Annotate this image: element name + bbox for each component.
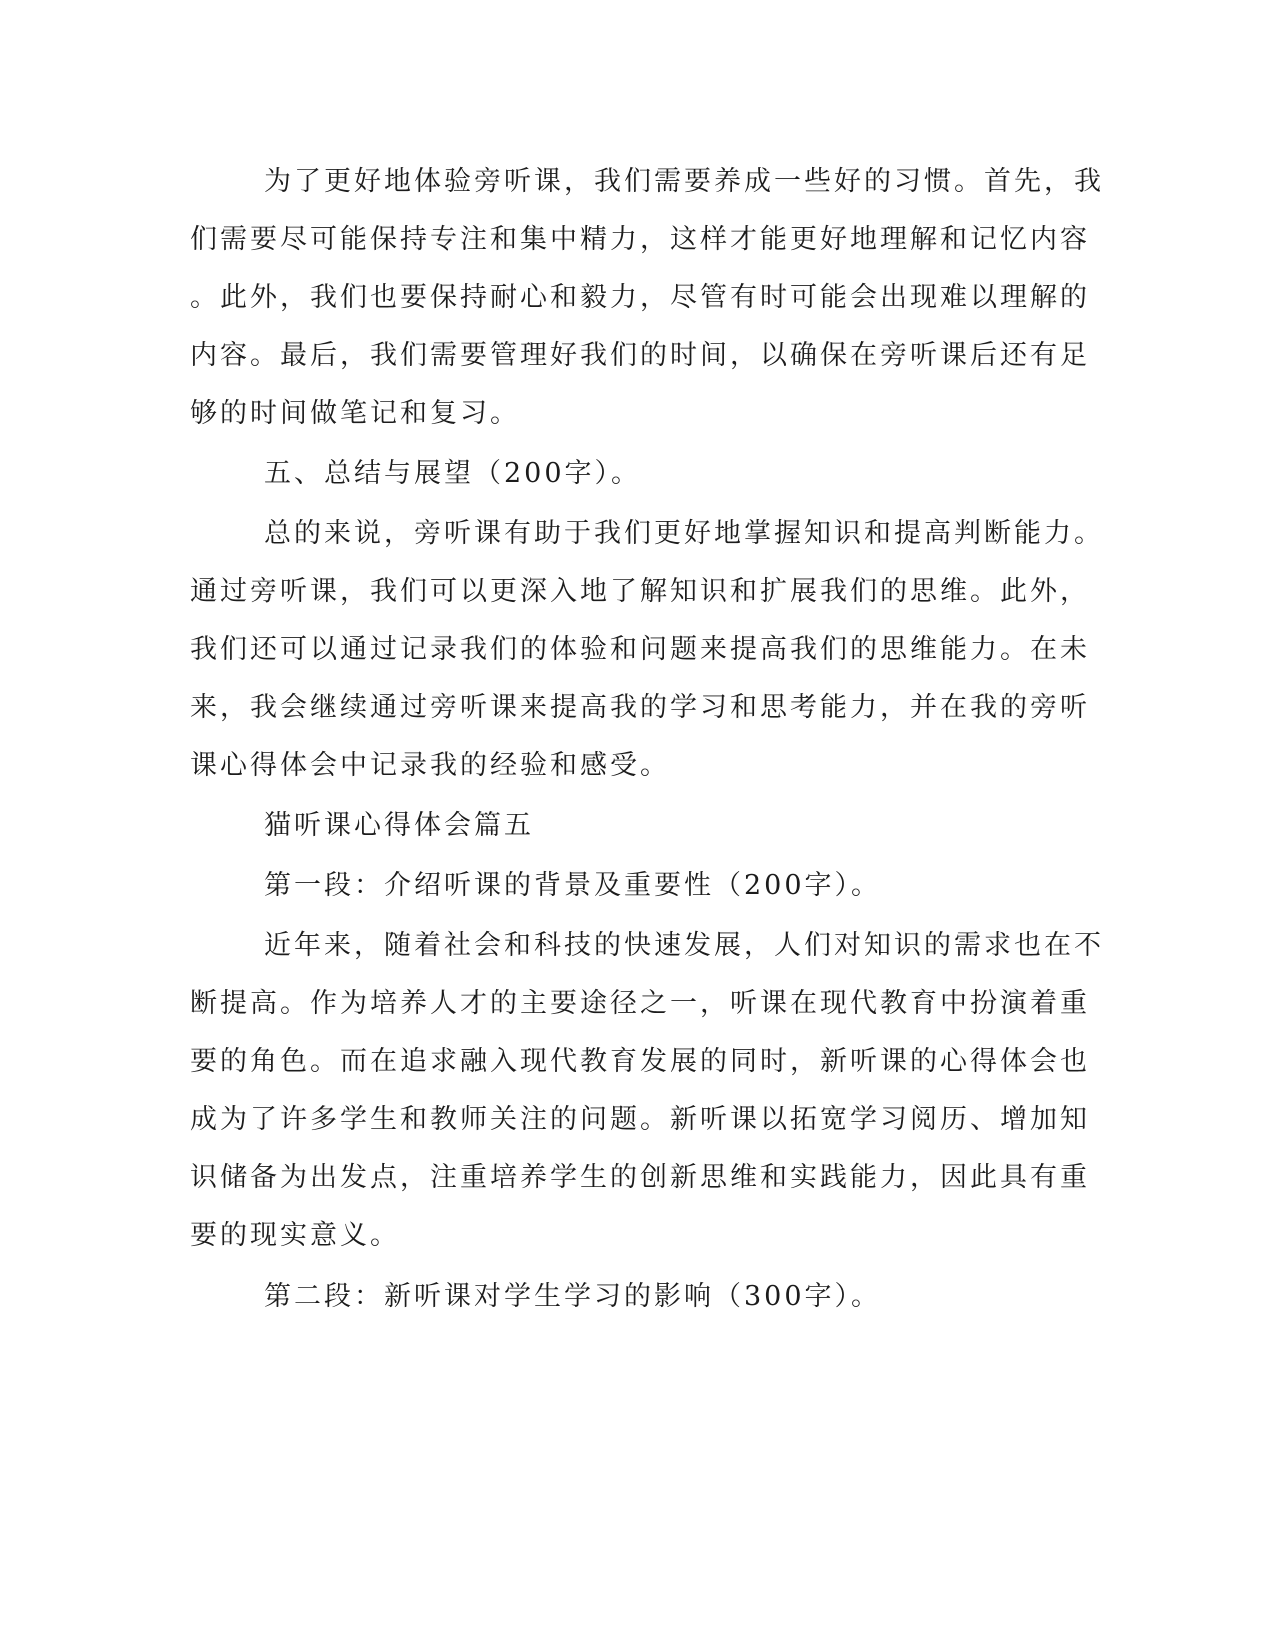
paragraph-line: 识储备为出发点，注重培养学生的创新思维和实践能力，因此具有重: [190, 1162, 1090, 1193]
paragraph-line: 成为了许多学生和教师关注的问题。新听课以拓宽学习阅历、增加知: [190, 1104, 1090, 1135]
paragraph-line: 我们还可以通过记录我们的体验和问题来提高我们的思维能力。在未: [190, 634, 1090, 665]
paragraph-line: 们需要尽可能保持专注和集中精力，这样才能更好地理解和记忆内容: [190, 224, 1090, 255]
article-title: 猫听课心得体会篇五: [264, 810, 534, 841]
paragraph-line: 为了更好地体验旁听课，我们需要养成一些好的习惯。首先，我: [264, 166, 1104, 197]
paragraph-line: 够的时间做笔记和复习。: [190, 398, 520, 429]
paragraph-line: 内容。最后，我们需要管理好我们的时间，以确保在旁听课后还有足: [190, 340, 1090, 371]
section-heading: 第一段：介绍听课的背景及重要性（200字）。: [264, 870, 882, 901]
paragraph-line: 要的现实意义。: [190, 1220, 400, 1251]
section-heading: 五、总结与展望（200字）。: [264, 458, 642, 489]
paragraph-line: 总的来说，旁听课有助于我们更好地掌握知识和提高判断能力。: [264, 518, 1104, 549]
paragraph-line: 课心得体会中记录我的经验和感受。: [190, 750, 670, 781]
section-heading: 第二段：新听课对学生学习的影响（300字）。: [264, 1281, 882, 1312]
paragraph-line: 断提高。作为培养人才的主要途径之一，听课在现代教育中扮演着重: [190, 988, 1090, 1019]
paragraph-line: 要的角色。而在追求融入现代教育发展的同时，新听课的心得体会也: [190, 1046, 1090, 1077]
paragraph-line: 通过旁听课，我们可以更深入地了解知识和扩展我们的思维。此外，: [190, 576, 1090, 607]
paragraph-line: 。此外，我们也要保持耐心和毅力，尽管有时可能会出现难以理解的: [190, 282, 1090, 313]
paragraph-line: 近年来，随着社会和科技的快速发展，人们对知识的需求也在不: [264, 930, 1104, 961]
paragraph-line: 来，我会继续通过旁听课来提高我的学习和思考能力，并在我的旁听: [190, 692, 1090, 723]
